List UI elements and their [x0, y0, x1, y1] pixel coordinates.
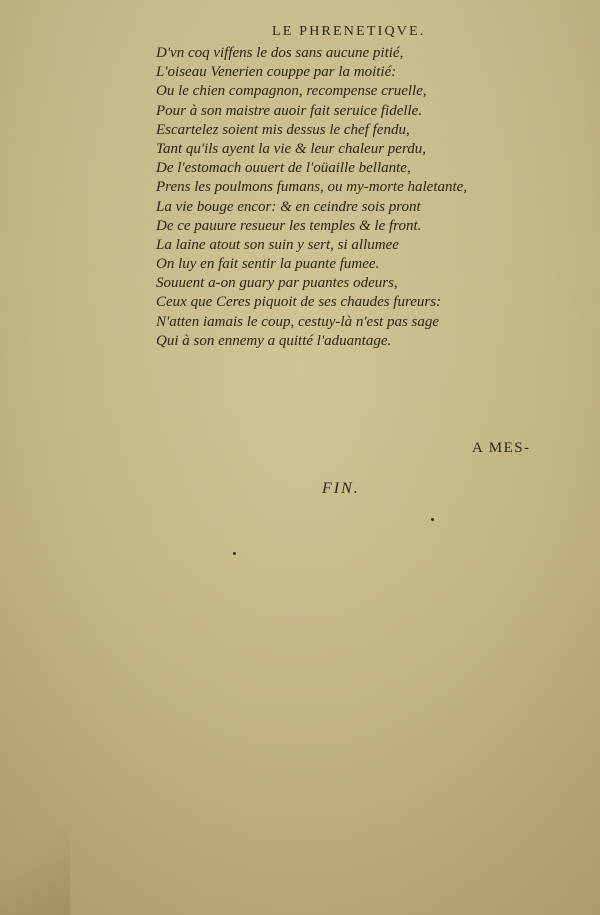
verse-line: Ou le chien compagnon, recompense cruelle,: [156, 83, 427, 100]
page-fold-shadow: [0, 810, 70, 915]
verse-block: [156, 44, 536, 351]
verse-line: Souuent a-on guary par puantes odeurs,: [156, 275, 398, 292]
verse-line: Prens les poulmons fumans, ou my-morte haletante,: [156, 179, 468, 196]
verse-line: Pour à son maistre auoir fait seruice fidelle.: [156, 102, 423, 119]
verse-line: La laine atout son suin y sert, si allumee: [156, 236, 399, 253]
running-head: LE PHRENETIQVE.: [272, 24, 426, 39]
verse-line: De l'estomach ouuert de l'oüaille bellante,: [156, 160, 411, 177]
verse-line: On luy en fait sentir la puante fumee.: [156, 256, 380, 273]
finis-mark: FIN.: [322, 480, 360, 497]
verse-line: D'vn coq viffens le dos sans aucune pitié,: [156, 45, 404, 61]
verse-line: Ceux que Ceres piquoit de ses chaudes fureurs:: [156, 294, 442, 311]
verse-line: N'atten iamais le coup, cestuy-là n'est pas sage: [156, 313, 440, 330]
ink-speck: [233, 552, 236, 555]
verse-line: Tant qu'ils ayent la vie & leur chaleur perdu,: [156, 140, 426, 157]
verse-line: Qui à son ennemy a quitté l'aduantage.: [156, 332, 392, 349]
verse-line: L'oiseau Venerien couppe par la moitié:: [156, 64, 397, 81]
verse-line: Escartelez soient mis dessus le chef fendu,: [156, 121, 410, 138]
ink-speck: [431, 518, 434, 521]
catchword: A MES-: [472, 440, 531, 456]
verse-line: De ce pauure resueur les temples & le front.: [156, 217, 422, 234]
verse-line: La vie bouge encor: & en ceindre sois pront: [156, 198, 421, 215]
